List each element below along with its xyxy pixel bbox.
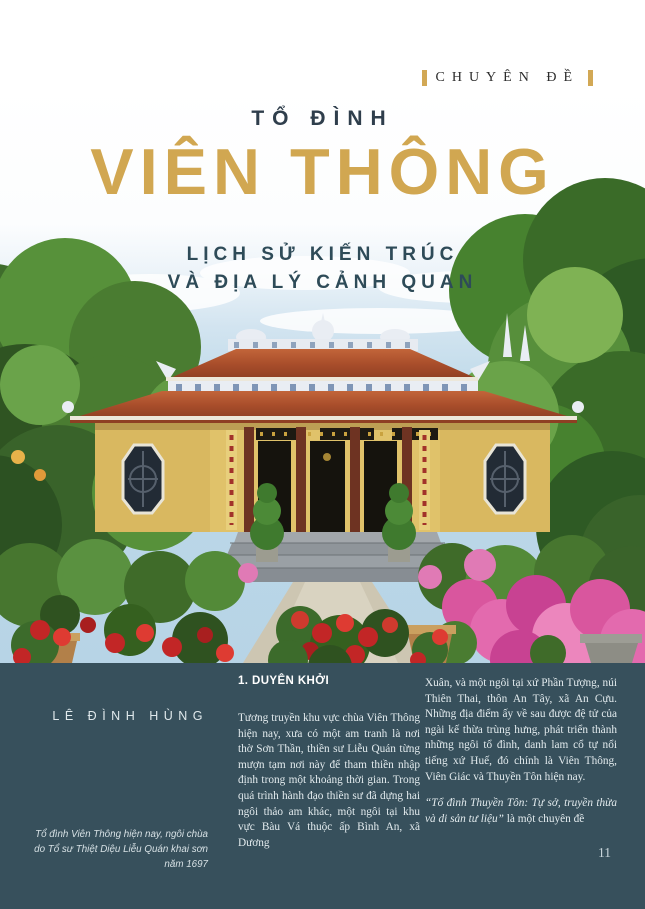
author-name: LÊ ĐÌNH HÙNG — [52, 709, 208, 723]
body-paragraph-2-rest: là một chuyên đề — [503, 812, 585, 825]
body-paragraph-1: Xuân, và một ngôi tại xứ Phần Tượng, núi Thiên Thai, thôn An Tây, xã An Cựu. Những địa điểm ấy về sau được đệ tử của ngài kế thừa trùng hưng, phát triển thành những ngôi tổ đình, danh lam cổ tự nổi tiếng xứ Huế, đó chính là Viên Thông, Viên Giác và Thuyền Tôn hiện nay. — [425, 677, 617, 783]
body-paragraph-2 — [425, 796, 617, 827]
section-heading: 1. DUYÊN KHỞI — [238, 675, 330, 687]
octagon-window-right — [485, 445, 525, 513]
octagon-window-left — [123, 445, 163, 513]
subtitle-line-1: LỊCH SỬ KIẾN TRÚC — [186, 244, 459, 265]
subtitle-line-2: VÀ ĐỊA LÝ CẢNH QUAN — [167, 272, 478, 293]
kicker-right-bar-icon — [588, 70, 593, 86]
article-panel — [0, 663, 645, 909]
body-column-1: Tương truyền khu vực chùa Viên Thông hiện nay, xưa có một am tranh là nơi thờ Sơn Thần, thiền sư Liễu Quán từng mượn tạm nơi này để tham thiền nhập định trong một khoảng thời gian. Trong quá trình hành đạo thiền sư đã dựng hai ngôi thảo am khác, một ngôi tại khu vực Bàu Vá thuộc ấp Bình An, xã Dương — [238, 712, 420, 849]
photo-caption: Tổ đình Viên Thông hiện nay, ngôi chùa do Tổ sư Thiệt Diệu Liễu Quán khai sơn năm 1697 — [34, 829, 208, 870]
page-title: VIÊN THÔNG — [90, 135, 555, 208]
temple-photo — [0, 85, 645, 663]
temple-facade — [95, 423, 550, 532]
kicker-left-bar-icon — [422, 70, 427, 86]
kicker — [422, 70, 594, 86]
page-number: 11 — [598, 845, 611, 860]
kicker-label: CHUYÊN ĐỀ — [435, 70, 579, 85]
title-eyebrow: TỔ ĐÌNH — [251, 107, 394, 130]
body-column-2 — [425, 676, 617, 827]
work-title: “Tổ đình Thuyền Tôn: Tự sở, truyền thừa và di sản tư liệu” — [425, 797, 617, 825]
